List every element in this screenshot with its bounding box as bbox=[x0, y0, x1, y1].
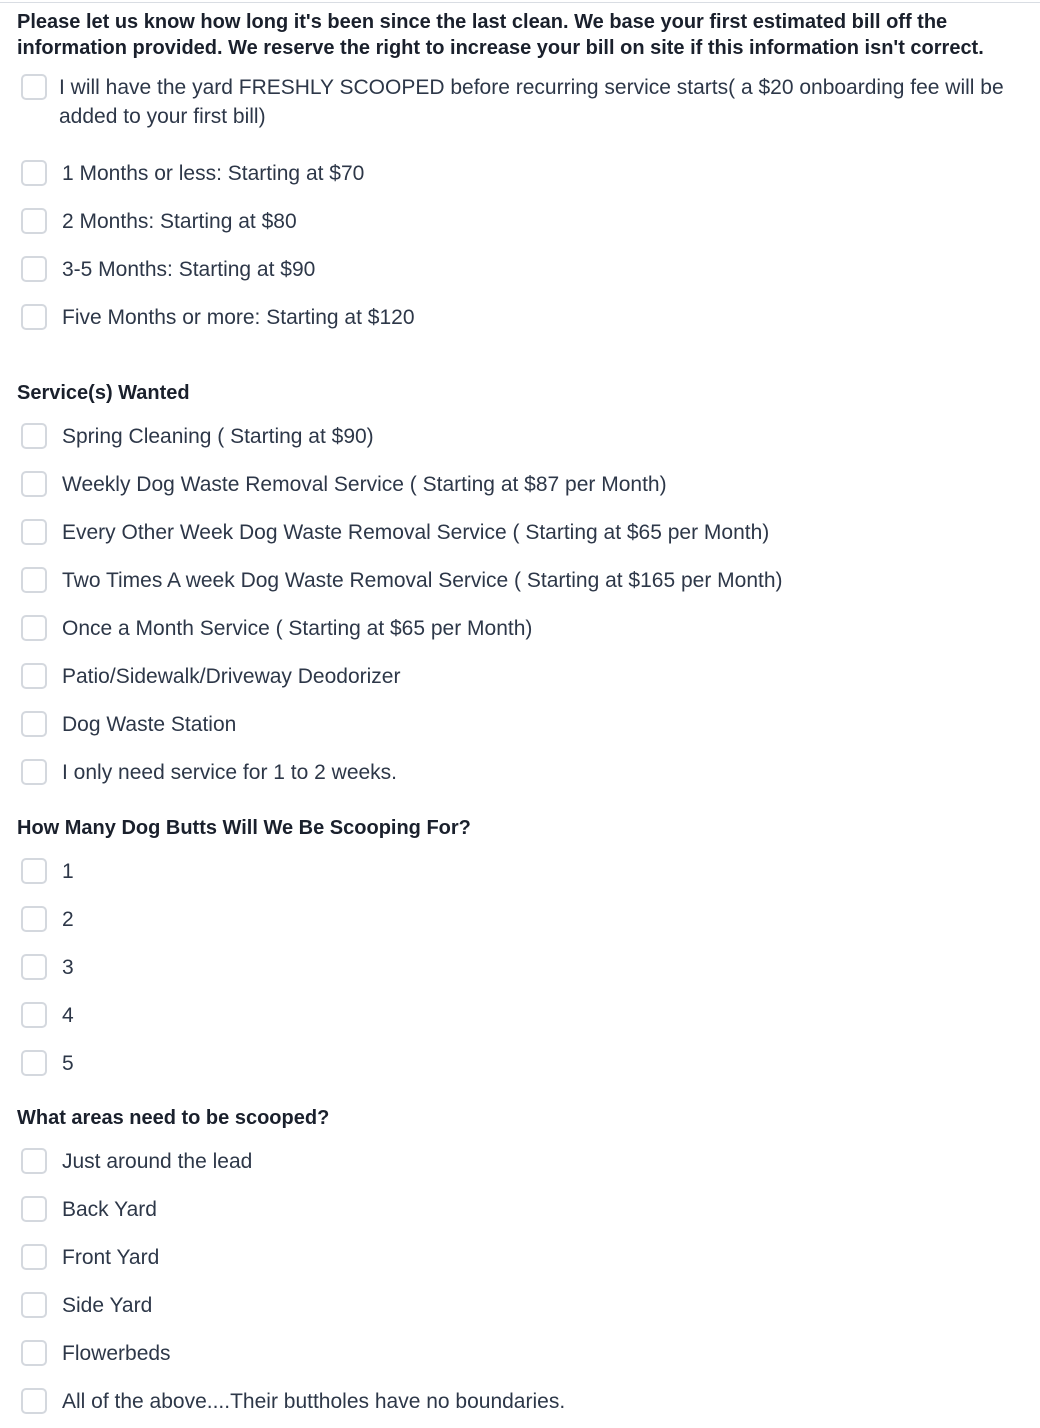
option-label: Side Yard bbox=[62, 1293, 153, 1317]
checkbox-1-month-or-less[interactable] bbox=[21, 160, 47, 186]
checkbox-five-months-or-more[interactable] bbox=[21, 304, 47, 330]
option-label: Once a Month Service ( Starting at $65 per Month) bbox=[62, 616, 533, 640]
option-weekly-service[interactable] bbox=[17, 460, 1018, 508]
option-five-months-or-more[interactable] bbox=[17, 293, 1018, 341]
services-wanted-options bbox=[17, 412, 1018, 796]
option-label: Two Times A week Dog Waste Removal Service ( Starting at $165 per Month) bbox=[62, 568, 783, 592]
checkbox-all-of-the-above[interactable] bbox=[21, 1388, 47, 1414]
checkbox-spring-cleaning[interactable] bbox=[21, 423, 47, 449]
checkbox-back-yard[interactable] bbox=[21, 1196, 47, 1222]
option-dogs-2[interactable] bbox=[17, 895, 1018, 943]
option-front-yard[interactable] bbox=[17, 1233, 1018, 1281]
option-dogs-4[interactable] bbox=[17, 991, 1018, 1039]
option-label: 2 bbox=[62, 907, 74, 931]
checkbox-1-to-2-weeks[interactable] bbox=[21, 759, 47, 785]
option-back-yard[interactable] bbox=[17, 1185, 1018, 1233]
option-label: 3 bbox=[62, 955, 74, 979]
option-freshly-scooped[interactable] bbox=[17, 73, 1018, 149]
option-label: Flowerbeds bbox=[62, 1341, 171, 1365]
checkbox-freshly-scooped[interactable] bbox=[21, 74, 47, 100]
option-label: Weekly Dog Waste Removal Service ( Starting at $87 per Month) bbox=[62, 472, 667, 496]
cleaning-history-prompt: Please let us know how long it's been since the last clean. We base your first estimated bill off the information provided. We reserve the right to increase your bill on site if this information isn't correct. bbox=[17, 11, 984, 59]
checkbox-dogs-1[interactable] bbox=[21, 858, 47, 884]
checkbox-deodorizer[interactable] bbox=[21, 663, 47, 689]
option-dogs-1[interactable] bbox=[17, 847, 1018, 895]
checkbox-every-other-week-service[interactable] bbox=[21, 519, 47, 545]
checkbox-two-times-a-week-service[interactable] bbox=[21, 567, 47, 593]
option-label: Back Yard bbox=[62, 1197, 157, 1221]
checkbox-flowerbeds[interactable] bbox=[21, 1340, 47, 1366]
option-side-yard[interactable] bbox=[17, 1281, 1018, 1329]
option-label: 1 Months or less: Starting at $70 bbox=[62, 161, 365, 185]
checkbox-front-yard[interactable] bbox=[21, 1244, 47, 1270]
dog-count-options bbox=[17, 847, 1018, 1087]
option-flowerbeds[interactable] bbox=[17, 1329, 1018, 1377]
dog-count-section bbox=[17, 815, 1018, 1087]
option-label: I only need service for 1 to 2 weeks. bbox=[62, 760, 398, 784]
checkbox-dog-waste-station[interactable] bbox=[21, 711, 47, 737]
option-spring-cleaning[interactable] bbox=[17, 412, 1018, 460]
option-dog-waste-station[interactable] bbox=[17, 700, 1018, 748]
option-all-of-the-above[interactable] bbox=[17, 1377, 1018, 1425]
option-around-the-lead[interactable] bbox=[17, 1137, 1018, 1185]
checkbox-around-the-lead[interactable] bbox=[21, 1148, 47, 1174]
option-label: Front Yard bbox=[62, 1245, 160, 1269]
checkbox-dogs-5[interactable] bbox=[21, 1050, 47, 1076]
areas-title: What areas need to be scooped? bbox=[17, 1107, 330, 1129]
areas-section bbox=[17, 1105, 1018, 1425]
checkbox-dogs-3[interactable] bbox=[21, 954, 47, 980]
option-label: 4 bbox=[62, 1003, 74, 1027]
option-label: Patio/Sidewalk/Driveway Deodorizer bbox=[62, 664, 401, 688]
checkbox-side-yard[interactable] bbox=[21, 1292, 47, 1318]
checkbox-dogs-2[interactable] bbox=[21, 906, 47, 932]
checkbox-once-a-month-service[interactable] bbox=[21, 615, 47, 641]
option-two-times-a-week-service[interactable] bbox=[17, 556, 1018, 604]
option-every-other-week-service[interactable] bbox=[17, 508, 1018, 556]
dog-count-title: How Many Dog Butts Will We Be Scooping For? bbox=[17, 817, 471, 839]
areas-options bbox=[17, 1137, 1018, 1425]
option-label: 3-5 Months: Starting at $90 bbox=[62, 257, 316, 281]
option-label: Every Other Week Dog Waste Removal Service ( Starting at $65 per Month) bbox=[62, 520, 770, 544]
option-label: 5 bbox=[62, 1051, 74, 1075]
option-label: Dog Waste Station bbox=[62, 712, 237, 736]
cleaning-history-section bbox=[17, 9, 1018, 341]
option-dogs-3[interactable] bbox=[17, 943, 1018, 991]
checkbox-2-months[interactable] bbox=[21, 208, 47, 234]
option-1-to-2-weeks[interactable] bbox=[17, 748, 1018, 796]
services-wanted-section bbox=[17, 380, 1018, 796]
option-label: I will have the yard FRESHLY SCOOPED before recurring service starts( a $20 onboarding fee will be added to your first bill) bbox=[59, 76, 1004, 128]
option-label: Just around the lead bbox=[62, 1149, 253, 1173]
option-dogs-5[interactable] bbox=[17, 1039, 1018, 1087]
option-2-months[interactable] bbox=[17, 197, 1018, 245]
option-label: Five Months or more: Starting at $120 bbox=[62, 305, 415, 329]
cleaning-history-options bbox=[17, 73, 1018, 341]
services-wanted-title: Service(s) Wanted bbox=[17, 382, 190, 404]
option-label: All of the above....Their buttholes have no boundaries. bbox=[62, 1389, 566, 1413]
option-label: 2 Months: Starting at $80 bbox=[62, 209, 297, 233]
checkbox-weekly-service[interactable] bbox=[21, 471, 47, 497]
checkbox-3-5-months[interactable] bbox=[21, 256, 47, 282]
option-label: 1 bbox=[62, 859, 74, 883]
option-label: Spring Cleaning ( Starting at $90) bbox=[62, 424, 374, 448]
option-1-month-or-less[interactable] bbox=[17, 149, 1018, 197]
option-once-a-month-service[interactable] bbox=[17, 604, 1018, 652]
checkbox-dogs-4[interactable] bbox=[21, 1002, 47, 1028]
option-3-5-months[interactable] bbox=[17, 245, 1018, 293]
option-deodorizer[interactable] bbox=[17, 652, 1018, 700]
top-divider bbox=[0, 2, 1040, 3]
